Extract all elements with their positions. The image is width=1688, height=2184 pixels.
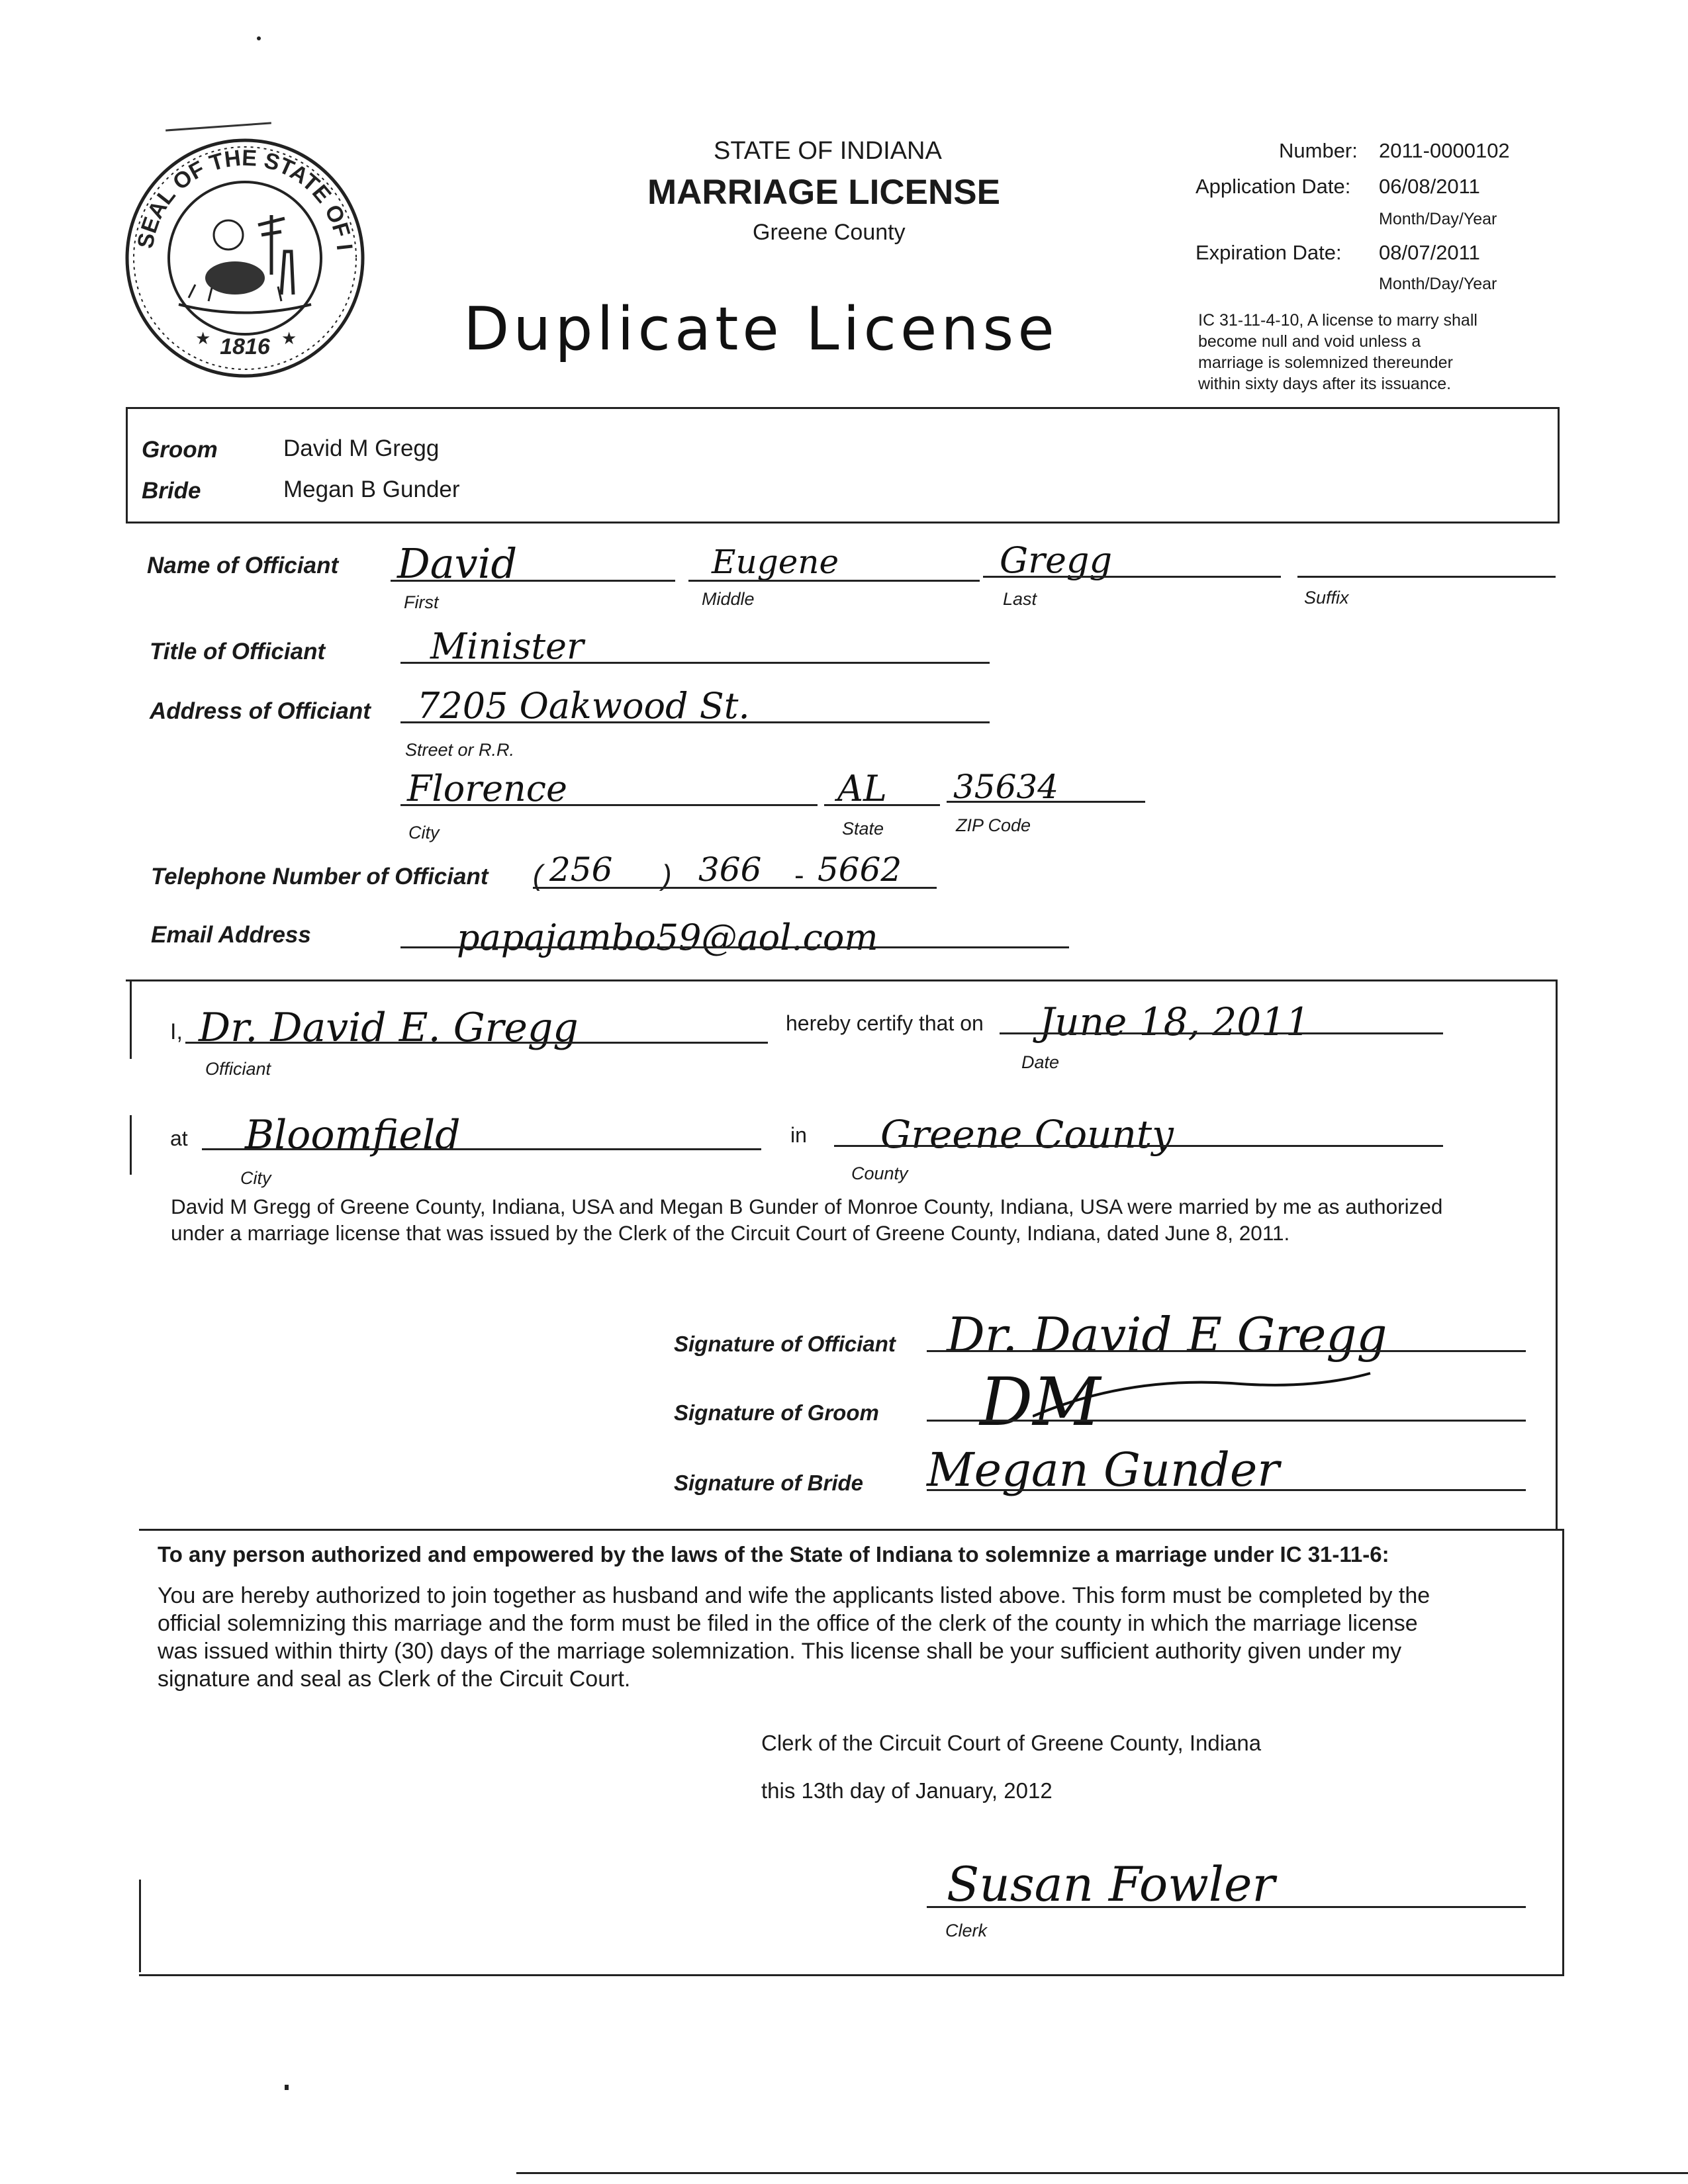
notice-line: marriage is solemnized thereunder [1198,353,1453,372]
authorization-body-line: You are hereby authorized to join together as husband and wife the applicants listed above. This form must be completed by the [158,1583,1430,1608]
at-label: at [170,1126,188,1150]
notice-line: within sixty days after its issuance. [1198,375,1452,393]
zip-line [947,801,1145,803]
seal-graphic [122,136,367,381]
officiant-zip: 35634 [953,768,1059,806]
suffix-caption: Suffix [1304,588,1349,608]
county-heading: Greene County [753,220,906,245]
officiant-phone-label: Telephone Number of Officiant [151,864,489,889]
svg-text:★: ★ [195,328,211,348]
officiant-middle-name: Eugene [712,543,839,581]
groom-signature-label: Signature of Groom [674,1400,879,1425]
authorization-body-line: official solemnizing this marriage and the form must be filed in the office of the clerk of the county in which the marriage license [158,1611,1418,1636]
couple-box [126,407,1560,523]
bride-signature-line [927,1489,1526,1491]
application-date: 06/08/2011 [1379,175,1480,198]
officiant-caption: Officiant [205,1059,271,1079]
duplicate-license-note: Duplicate License [463,295,1058,364]
officiant-first-name: David [397,539,518,588]
officiant-signature-line [927,1350,1526,1352]
street-line [400,721,990,723]
authorization-body-line: was issued within thirty (30) days of the marriage solemnization. This license shall be your sufficient authority given under my [158,1639,1402,1664]
in-label: in [790,1123,807,1147]
certify-text: hereby certify that on [786,1011,984,1035]
clerk-signature: Susan Fowler [947,1856,1275,1912]
date-caption: Date [1021,1052,1060,1072]
bottom-edge-line [516,2172,1688,2174]
phone-prefix: 366 [698,850,762,889]
number-label: Number: [1279,139,1358,162]
notice-line: IC 31-11-4-10, A license to marry shall [1198,311,1477,330]
marriage-statement-line-2: under a marriage license that was issued by the Clerk of the Circuit Court of Greene County, Indiana, dated June 8, 2011. [171,1221,1290,1245]
state-seal [122,136,367,381]
svg-text:★: ★ [281,328,297,348]
title-line [400,662,990,664]
city-line [400,804,818,806]
authorization-heading: To any person authorized and empowered by the laws of the State of Indiana to solemnize a marriage under IC 31-11-6: [158,1542,1389,1567]
application-date-label: Application Date: [1196,175,1351,198]
marriage-statement-line-1: David M Gregg of Greene County, Indiana, USA and Megan B Gunder of Monroe County, Indiana, USA were married by me as authorized [171,1195,1443,1218]
officiant-title-label: Title of Officiant [150,639,326,664]
middle-name-line [688,580,980,582]
state-line [824,804,940,806]
officiant-email: papajambo59@aol.com [457,917,878,958]
groom-label: Groom [142,437,218,463]
date-line [1000,1032,1443,1034]
notice-line: become null and void unless a [1198,332,1421,351]
officiant-signature: Dr. David E Gregg [947,1307,1387,1363]
license-number: 2011-0000102 [1379,139,1510,162]
suffix-line [1297,576,1556,578]
street-caption: Street or R.R. [405,740,515,760]
authorization-body-line: signature and seal as Clerk of the Circuit Court. [158,1666,631,1692]
certify-officiant-line [185,1042,768,1044]
certify-i-label: I, [170,1019,183,1044]
authorization-box-left-edge [139,1880,141,1972]
state-caption: State [842,819,884,839]
officiant-signature-label: Signature of Officiant [674,1332,896,1356]
marriage-county-line [834,1145,1443,1147]
officiant-last-name: Gregg [1000,539,1113,581]
phone-line-number: 5662 [818,850,902,889]
email-line [400,946,1069,948]
city-caption: City [408,823,440,842]
last-caption: Last [1003,589,1037,609]
validity-notice [1198,310,1477,394]
officiant-title: Minister [430,625,584,667]
marriage-city-caption: City [240,1168,271,1188]
svg-text:SEAL OF THE STATE OF INDIANA [122,136,357,251]
first-caption: First [404,592,439,612]
application-date-format: Month/Day/Year [1379,210,1497,228]
certify-officiant-name: Dr. David E. Gregg [199,1005,579,1051]
clerk-signature-line [927,1906,1526,1908]
officiant-address-label: Address of Officiant [150,698,371,724]
document-title: MARRIAGE LICENSE [647,173,1000,212]
phone-dash: - [794,859,804,891]
expiration-date-format: Month/Day/Year [1379,275,1497,293]
seal-pen-mark [165,122,271,131]
bride-signature: Megan Gunder [927,1443,1280,1497]
clerk-caption: Clerk [945,1921,988,1940]
scan-dot [285,2085,289,2090]
officiant-name-label: Name of Officiant [147,553,339,578]
marriage-date: June 18, 2011 [1039,999,1311,1044]
marriage-county-caption: County [851,1163,908,1183]
groom-name: David M Gregg [283,435,440,461]
phone-close-paren: ) [662,859,672,891]
certificate-box-left-edge-2 [130,1115,132,1175]
authorization-body [158,1582,1430,1693]
officiant-street: 7205 Oakwood St. [417,685,750,727]
officiant-city: Florence [407,768,567,809]
marriage-city-line [202,1148,761,1150]
marriage-county: Greene County [880,1112,1174,1157]
last-name-line [983,576,1281,578]
clerk-court-line: Clerk of the Circuit Court of Greene County, Indiana [761,1731,1262,1755]
marriage-city: Bloomfield [245,1112,461,1158]
email-label: Email Address [151,922,311,948]
bride-name: Megan B Gunder [283,477,460,502]
zip-caption: ZIP Code [956,815,1031,835]
bride-label: Bride [142,478,201,504]
first-name-line [391,580,675,582]
seal-year: 1816 [220,334,270,359]
seal-text: SEAL OF THE STATE OF I [132,145,357,252]
middle-caption: Middle [702,589,755,609]
bride-signature-label: Signature of Bride [674,1471,864,1495]
groom-signature: DM [980,1363,1101,1441]
officiant-state: AL [837,768,887,809]
clerk-date-line: this 13th day of January, 2012 [761,1778,1053,1803]
expiration-date-label: Expiration Date: [1196,241,1342,264]
certificate-box-left-edge [130,979,132,1059]
scan-dot [257,36,261,40]
certificate-box [126,979,1558,1531]
phone-open-paren: ( [533,859,543,891]
state-heading: STATE OF INDIANA [714,137,942,165]
phone-line [533,887,937,889]
expiration-date: 08/07/2011 [1379,241,1480,264]
phone-area-code: 256 [549,850,613,889]
groom-signature-line [927,1420,1526,1422]
